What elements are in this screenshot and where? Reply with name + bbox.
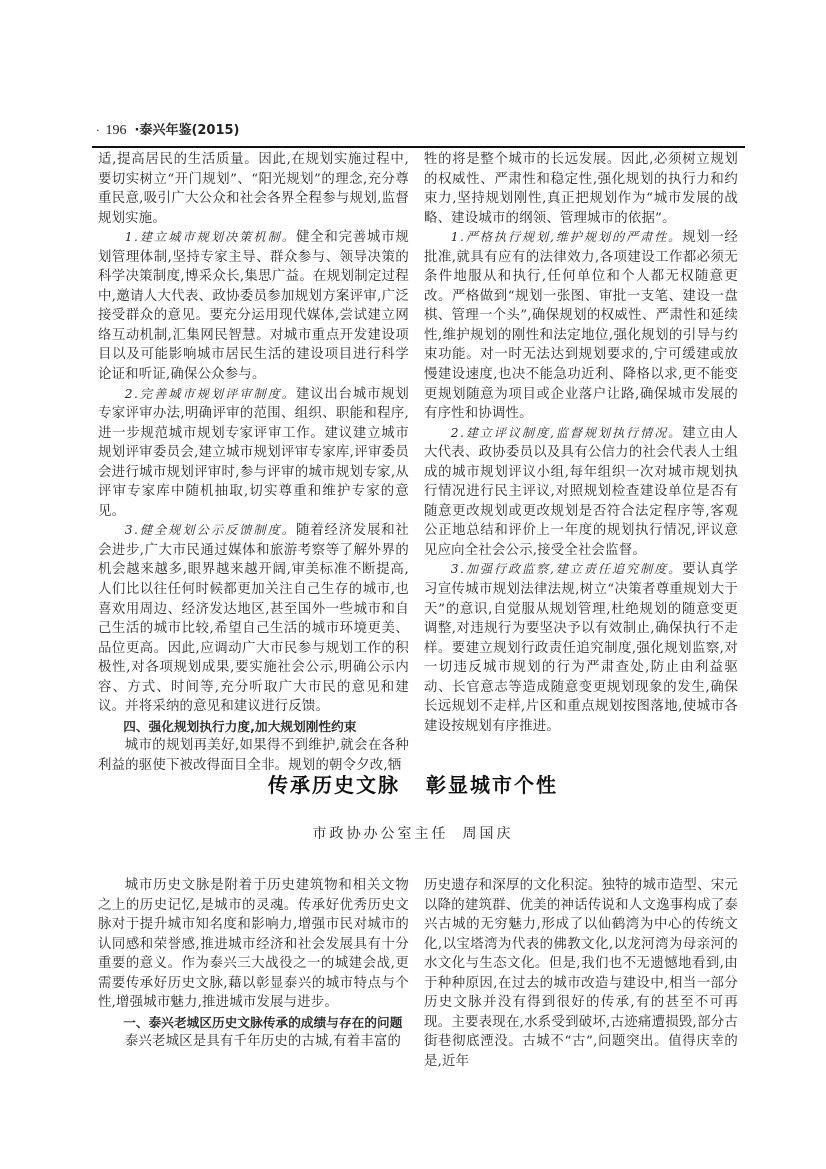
paragraph [98, 521, 409, 716]
article-title-part2: 彰显城市个性 [426, 773, 558, 797]
paragraph [424, 424, 738, 561]
previous-article-right-column [424, 150, 738, 736]
header-bullet: · [96, 124, 100, 137]
paragraph: 泰兴老城区是具有千年历史的古城,有着丰富的 [124, 1034, 402, 1050]
paragraph: 适,提高居民的生活质量。因此,在规划实施过程中,要切实树立“开门规划”、“阳光规划”的理念,充分尊重民意,吸引广大公众和社会各界全程参与规划,监督规划实施。 [98, 152, 409, 226]
paragraph-body: 建议出台城市规划专家评审办法,明确评审的范围、组织、职能和程序,进一步规范城市规划专家评审工作。建议建立城市规划评审委员会,建立城市规划评审专家库,评审委员会进行城市规划评审时,参与评审的城市规划专家,从评审专家库中随机抽取,切实尊重和维护专家的意见。 [98, 386, 409, 519]
paragraph [98, 385, 409, 522]
author-role: 市政协办公室主任 [312, 826, 449, 842]
previous-article-left-column [98, 150, 409, 776]
paragraph-lead: 3.加强行政监察,建立责任追究制度。 [450, 562, 683, 577]
paragraph-lead: 2.建立评议制度,监督规划执行情况。 [450, 425, 683, 440]
paragraph: 历史遗存和深厚的文化积淀。独特的城市造型、宋元以降的建筑群、优美的神话传说和人文逸事构成了泰兴古城的无穷魅力,形成了以仙鹤湾为中心的传统文化,以宝塔湾为代表的佛教文化,以龙河湾为母亲河的水文化与生态文化。但是,我们也不无遗憾地看到,由于种种原因,在过去的城市改造与建设中,相当一部分历史文脉并没有得到很好的传承,有的甚至不可再现。主要表现在,水系受到破坏,古迹痛遭损毁,部分古街巷彻底湮没。古城不“古”,问题突出。值得庆幸的是,近年 [424, 878, 738, 1069]
paragraph: 牲的将是整个城市的长远发展。因此,必须树立规划的权威性、严肃性和稳定性,强化规划的执行力和约束力,坚持规划刚性,真正把规划作为“城市发展的战略、建设城市的纲领、管理城市的依据”。 [424, 152, 738, 226]
paragraph-lead: 1.严格执行规划,维护规划的严肃性。 [450, 230, 683, 245]
paragraph-body: 规划一经批准,就具有应有的法律效力,各项建设工作都必须无条件地服从和执行,任何单位和个人都无权随意更改。严格做到“规划一张图、审批一支笔、建设一盘棋、管理一个头”,确保规划的权威性、严肃性和延续性,维护规划的刚性和法定地位,强化规划的引导与约束功能。对一时无法达到规划要求的,宁可缓建或放慢建设速度,也决不能急功近利、降格以求,更不能变更规划随意为项目或企业落户让路,确保城市发展的有序性和协调性。 [424, 230, 738, 422]
section-heading: 四、强化规划执行力度,加大规划刚性约束 [123, 718, 357, 734]
paragraph [98, 228, 409, 384]
page-header [96, 119, 240, 139]
paragraph-body: 建立由人大代表、政协委员以及具有公信力的社会代表人士组成的城市规划评议小组,每年组织一次对城市规划执行情况进行民主评议,对照规划检查建设单位是否有随意更改规划或更改规划是否符合法定程序等,客观公正地总结和评价上一年度的规划执行情况,评议意见应向全社会公示,接受全社会监督。 [424, 425, 738, 558]
article-left-column [98, 876, 409, 1052]
article-byline [0, 823, 826, 843]
paragraph-body: 随着经济发展和社会进步,广大市民通过媒体和旅游考察等了解外界的机会越来越多,眼界越来越开阔,审美标准不断提高,人们比以往任何时候都更加关注自己生存的城市,也喜欢用周边、经济发达地区,甚至国外一些城市和自己生活的城市比较,希望自己生活的城市环境更美、品位更高。因此,应调动广大市民参与规划工作的积极性,对各项规划成果,要实施社会公示,明确公示内容、方式、时间等,充分听取广大市民的意见和建议。并将采纳的意见和建议进行反馈。 [98, 523, 409, 715]
article-title-part1: 传承历史文脉 [268, 773, 400, 797]
paragraph: 城市历史文脉是附着于历史建筑物和相关文物之上的历史记忆,是城市的灵魂。传承好优秀历史文脉对于提升城市知名度和影响力,增强市民对城市的认同感和荣誉感,推进城市经济和社会发展具有十分重要的意义。作为泰兴三大战役之一的城建会战,更需要传承好历史文脉,藉以彰显泰兴的城市特点与个性,增强城市魅力,推进城市发展与进步。 [98, 878, 409, 1011]
header-rule [92, 146, 745, 148]
section-heading: 一、泰兴老城区历史文脉传承的成绩与存在的问题 [123, 1014, 403, 1030]
page-number: 196 [105, 123, 127, 138]
paragraph [424, 228, 738, 423]
paragraph: 城市的规划再美好,如果得不到维护,就会在各种利益的驱使下被改得面目全非。规划的朝令夕改,牺 [98, 738, 409, 773]
article-right-column [424, 876, 738, 1071]
paragraph-lead: 3.健全规划公示反馈制度。 [124, 523, 296, 538]
paragraph [424, 560, 738, 736]
paragraph-lead: 2.完善城市规划评审制度。 [124, 386, 296, 401]
author-name: 周国庆 [462, 826, 514, 842]
paragraph-body: 健全和完善城市规划管理体制,坚持专家主导、群众参与、领导决策的科学决策制度,博采众长,集思广益。在规划制定过程中,邀请人大代表、政协委员参加规划方案评审,广泛接受群众的意见。要充分运用现代媒体,尝试建立网络互动机制,汇集网民智慧。对城市重点开发建设项目以及可能影响城市居民生活的建设项目进行科学论证和听证,确保公众参与。 [98, 230, 409, 383]
paragraph-body: 要认真学习宣传城市规划法律法规,树立“决策者尊重规划大于天”的意识,自觉服从规划管理,杜绝规划的随意变更调整,对违规行为要坚决予以有效制止,确保执行不走样。要建立规划行政责任追究制度,强化规划监察,对一切违反城市规划的行为严肃查处,防止由利益驱动、长官意志等造成随意变更规划现象的发生,确保长远规划不走样,片区和重点规划按图落地,使城市各建设按规划有序推进。 [424, 562, 738, 734]
book-title: ·泰兴年鉴(2015) [134, 123, 240, 138]
paragraph-lead: 1.建立城市规划决策机制。 [124, 230, 296, 245]
article-title [0, 769, 826, 798]
